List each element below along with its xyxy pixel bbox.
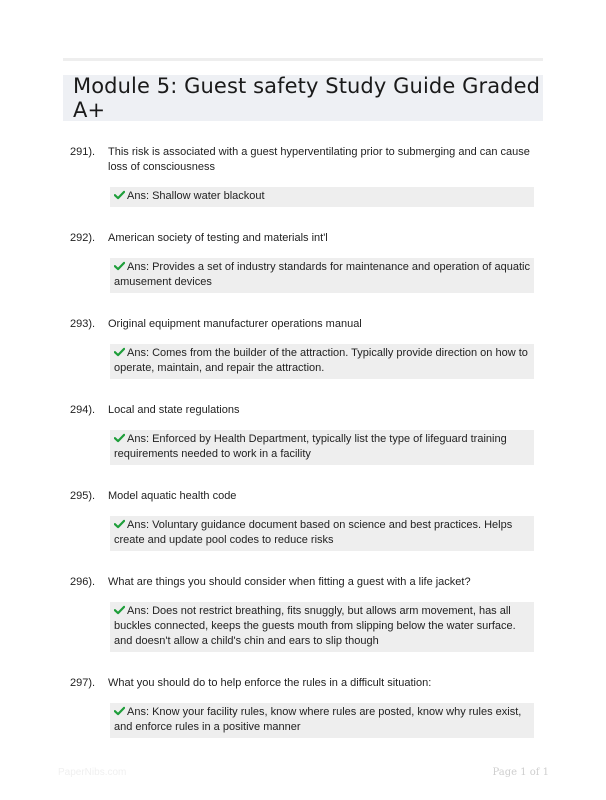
answer-text: Ans: Comes from the builder of the attraction. Typically provide direction on how to operate, maintain, and repair the attraction. (114, 347, 528, 374)
answer-text: Ans: Know your facility rules, know where rules are posted, know why rules exist, and enforce rules in a positive manner (114, 706, 522, 733)
question-item (70, 145, 540, 207)
title-banner (63, 75, 543, 121)
question-item (70, 489, 540, 551)
check-icon (114, 706, 125, 716)
question-text: What are things you should consider when fitting a guest with a life jacket? (108, 576, 471, 588)
question-item (70, 676, 540, 738)
answer-box (110, 430, 534, 465)
answer-text: Ans: Voluntary guidance document based on science and best practices. Helps create and update pool codes to reduce risks (114, 519, 513, 546)
question-text: What you should do to help enforce the rules in a difficult situation: (108, 677, 432, 689)
watermark-text: PaperNibs.com (58, 767, 127, 778)
check-icon (114, 433, 125, 443)
question-item (70, 403, 540, 465)
answer-box (110, 602, 534, 652)
top-divider (63, 58, 543, 61)
answer-box (110, 516, 534, 551)
question-text: Original equipment manufacturer operations manual (108, 318, 362, 330)
question-number: 294). (70, 404, 96, 416)
answer-box (110, 703, 534, 738)
answer-box (110, 187, 534, 207)
question-number: 291). (70, 146, 96, 158)
question-text: American society of testing and materials int'l (108, 232, 328, 244)
check-icon (114, 347, 125, 357)
question-text: This risk is associated with a guest hyperventilating prior to submerging and can cause loss of consciousness (108, 146, 530, 173)
question-number: 295). (70, 490, 96, 502)
page-title: Module 5: Guest safety Study Guide Graded A+ (73, 74, 541, 122)
question-number: 293). (70, 318, 96, 330)
question-text: Model aquatic health code (108, 490, 237, 502)
check-icon (114, 261, 125, 271)
answer-text: Ans: Provides a set of industry standards for maintenance and operation of aquatic amusement devices (114, 261, 530, 288)
question-item (70, 231, 540, 293)
question-item (70, 575, 540, 652)
answer-box (110, 258, 534, 293)
check-icon (114, 519, 125, 529)
question-list (70, 145, 540, 762)
check-icon (114, 605, 125, 615)
answer-text: Ans: Does not restrict breathing, fits snuggly, but allows arm movement, has all buckles connected, keeps the guests mouth from slipping below the water surface. and doesn't allow a child's chin and ears to slip though (114, 605, 516, 647)
answer-box (110, 344, 534, 379)
check-icon (114, 190, 125, 200)
question-text: Local and state regulations (108, 404, 240, 416)
answer-text: Ans: Enforced by Health Department, typically list the type of lifeguard training requirements needed to work in a facility (114, 433, 507, 460)
question-number: 292). (70, 232, 96, 244)
page-indicator: Page 1 of 1 (492, 767, 549, 778)
answer-text: Ans: Shallow water blackout (127, 190, 265, 202)
question-number: 297). (70, 677, 96, 689)
question-number: 296). (70, 576, 96, 588)
question-item (70, 317, 540, 379)
